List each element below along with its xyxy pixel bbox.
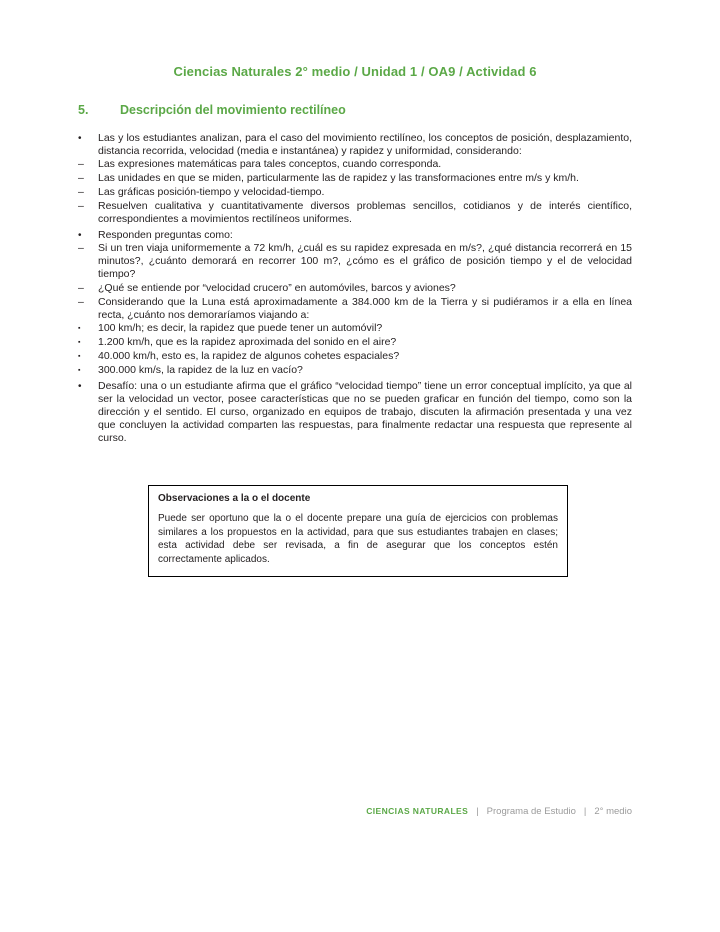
list-item bbox=[78, 158, 632, 171]
dash-icon: – bbox=[78, 172, 84, 184]
teacher-observations-box bbox=[148, 485, 568, 577]
square-bullet-icon: ▪ bbox=[78, 325, 81, 332]
list-item-text: 300.000 km/s, la rapidez de la luz en vacío? bbox=[98, 364, 303, 376]
list-item-row bbox=[78, 364, 632, 377]
list-item-text: Las expresiones matemáticas para tales conceptos, cuando corresponda. bbox=[98, 158, 442, 170]
footer-separator: | bbox=[476, 806, 479, 817]
list-item-text: ¿Qué se entiende por “velocidad crucero” en automóviles, barcos y aviones? bbox=[98, 282, 456, 294]
list-item-row bbox=[78, 282, 632, 295]
list-item-row bbox=[78, 380, 632, 445]
dash-icon: – bbox=[78, 296, 84, 308]
observations-body: Puede ser oportuno que la o el docente prepare una guía de ejercicios con problemas similares a los propuestos en la actividad, para que sus estudiantes trabajen en clases; esta actividad debe ser revisada, a fin de asegurar que los conceptos estén correctamente aplicados. bbox=[158, 513, 558, 565]
bullet-icon: • bbox=[78, 381, 82, 392]
dash-icon: – bbox=[78, 200, 84, 212]
list-item-text: 1.200 km/h, que es la rapidez aproximada del sonido en el aire? bbox=[98, 336, 397, 348]
list-item bbox=[78, 336, 632, 349]
list-item bbox=[78, 242, 632, 281]
list-item bbox=[78, 364, 632, 377]
list-item-row bbox=[78, 296, 632, 322]
page-title: Ciencias Naturales 2° medio / Unidad 1 / OA9 / Actividad 6 bbox=[173, 64, 537, 79]
list-item-row bbox=[78, 229, 632, 242]
square-bullet-icon: ▪ bbox=[78, 367, 81, 374]
sub-list bbox=[78, 158, 632, 226]
observations-title: Observaciones a la o el docente bbox=[158, 493, 311, 504]
list-item-text: Las unidades en que se miden, particularmente las de rapidez y las transformaciones entre m/s y km/h. bbox=[98, 172, 579, 184]
list-item-row bbox=[78, 186, 632, 199]
list-item-text: 40.000 km/h, esto es, la rapidez de algunos cohetes espaciales? bbox=[98, 350, 400, 362]
dash-icon: – bbox=[78, 282, 84, 294]
square-bullet-icon: ▪ bbox=[78, 339, 81, 346]
footer-level: 2° medio bbox=[594, 806, 632, 817]
list-item-row bbox=[78, 132, 632, 158]
activity-list bbox=[78, 132, 632, 445]
list-item-text: Responden preguntas como: bbox=[98, 229, 233, 241]
list-item-row bbox=[78, 242, 632, 281]
bullet-icon: • bbox=[78, 133, 82, 144]
list-item bbox=[78, 350, 632, 363]
list-item-row bbox=[78, 322, 632, 335]
page-footer bbox=[366, 806, 632, 817]
list-item bbox=[78, 282, 632, 295]
footer-brand: CIENCIAS NATURALES bbox=[366, 806, 469, 816]
list-item bbox=[78, 322, 632, 335]
list-item bbox=[78, 172, 632, 185]
dash-icon: – bbox=[78, 158, 84, 170]
list-item-text: Resuelven cualitativa y cuantitativamente diversos problemas sencillos, cotidianos y de interés científico, correspondientes a movimientos rectilíneos uniformes. bbox=[98, 200, 632, 225]
footer-program: Programa de Estudio bbox=[486, 806, 576, 817]
list-item bbox=[78, 186, 632, 199]
sub-sub-list bbox=[78, 322, 632, 377]
list-item bbox=[78, 200, 632, 226]
section-title: Descripción del movimiento rectilíneo bbox=[120, 103, 346, 117]
sub-list bbox=[78, 242, 632, 377]
list-item-row bbox=[78, 336, 632, 349]
list-item-row bbox=[78, 350, 632, 363]
list-item-text: Si un tren viaja uniformemente a 72 km/h, ¿cuál es su rapidez expresada en m/s?, ¿qué distancia recorrerá en 15 minutos?, ¿cuánto demorará en recorrer 100 m?, ¿cómo es el gráfico de posición tiempo y el de velocidad tiempo? bbox=[98, 242, 632, 280]
list-item-text: 100 km/h; es decir, la rapidez que puede tener un automóvil? bbox=[98, 322, 383, 334]
list-item-text: Desafío: una o un estudiante afirma que el gráfico “velocidad tiempo” tiene un error conceptual implícito, ya que al ser la velocidad un vector, posee características que no se pueden graficar en función del tiempo, como son la dirección y el sentido. El curso, organizado en equipos de trabajo, discuten la afirmación presentada y una vez que concluyen la actividad comparten las respuestas, para finalmente redactar una respuesta que represente al curso. bbox=[98, 380, 632, 444]
section-number: 5. bbox=[78, 103, 89, 117]
list-item-row bbox=[78, 172, 632, 185]
dash-icon: – bbox=[78, 242, 84, 254]
list-item-row bbox=[78, 200, 632, 226]
list-item bbox=[78, 380, 632, 445]
bullet-icon: • bbox=[78, 230, 82, 241]
list-item bbox=[78, 229, 632, 377]
section-heading bbox=[78, 103, 632, 117]
list-item-text: Las y los estudiantes analizan, para el caso del movimiento rectilíneo, los conceptos de posición, desplazamiento, distancia recorrida, velocidad (media e instantánea) y rapidez y uniformidad, considerando: bbox=[98, 132, 632, 157]
square-bullet-icon: ▪ bbox=[78, 353, 81, 360]
list-item-text: Considerando que la Luna está aproximadamente a 384.000 km de la Tierra y si pudiéramos ir a ella en línea recta, ¿cuánto nos demoraríamos viajando a: bbox=[98, 296, 632, 321]
list-item bbox=[78, 132, 632, 226]
dash-icon: – bbox=[78, 186, 84, 198]
list-item-text: Las gráficas posición-tiempo y velocidad-tiempo. bbox=[98, 186, 325, 198]
footer-separator: | bbox=[583, 806, 587, 817]
list-item bbox=[78, 296, 632, 377]
list-item-row bbox=[78, 158, 632, 171]
